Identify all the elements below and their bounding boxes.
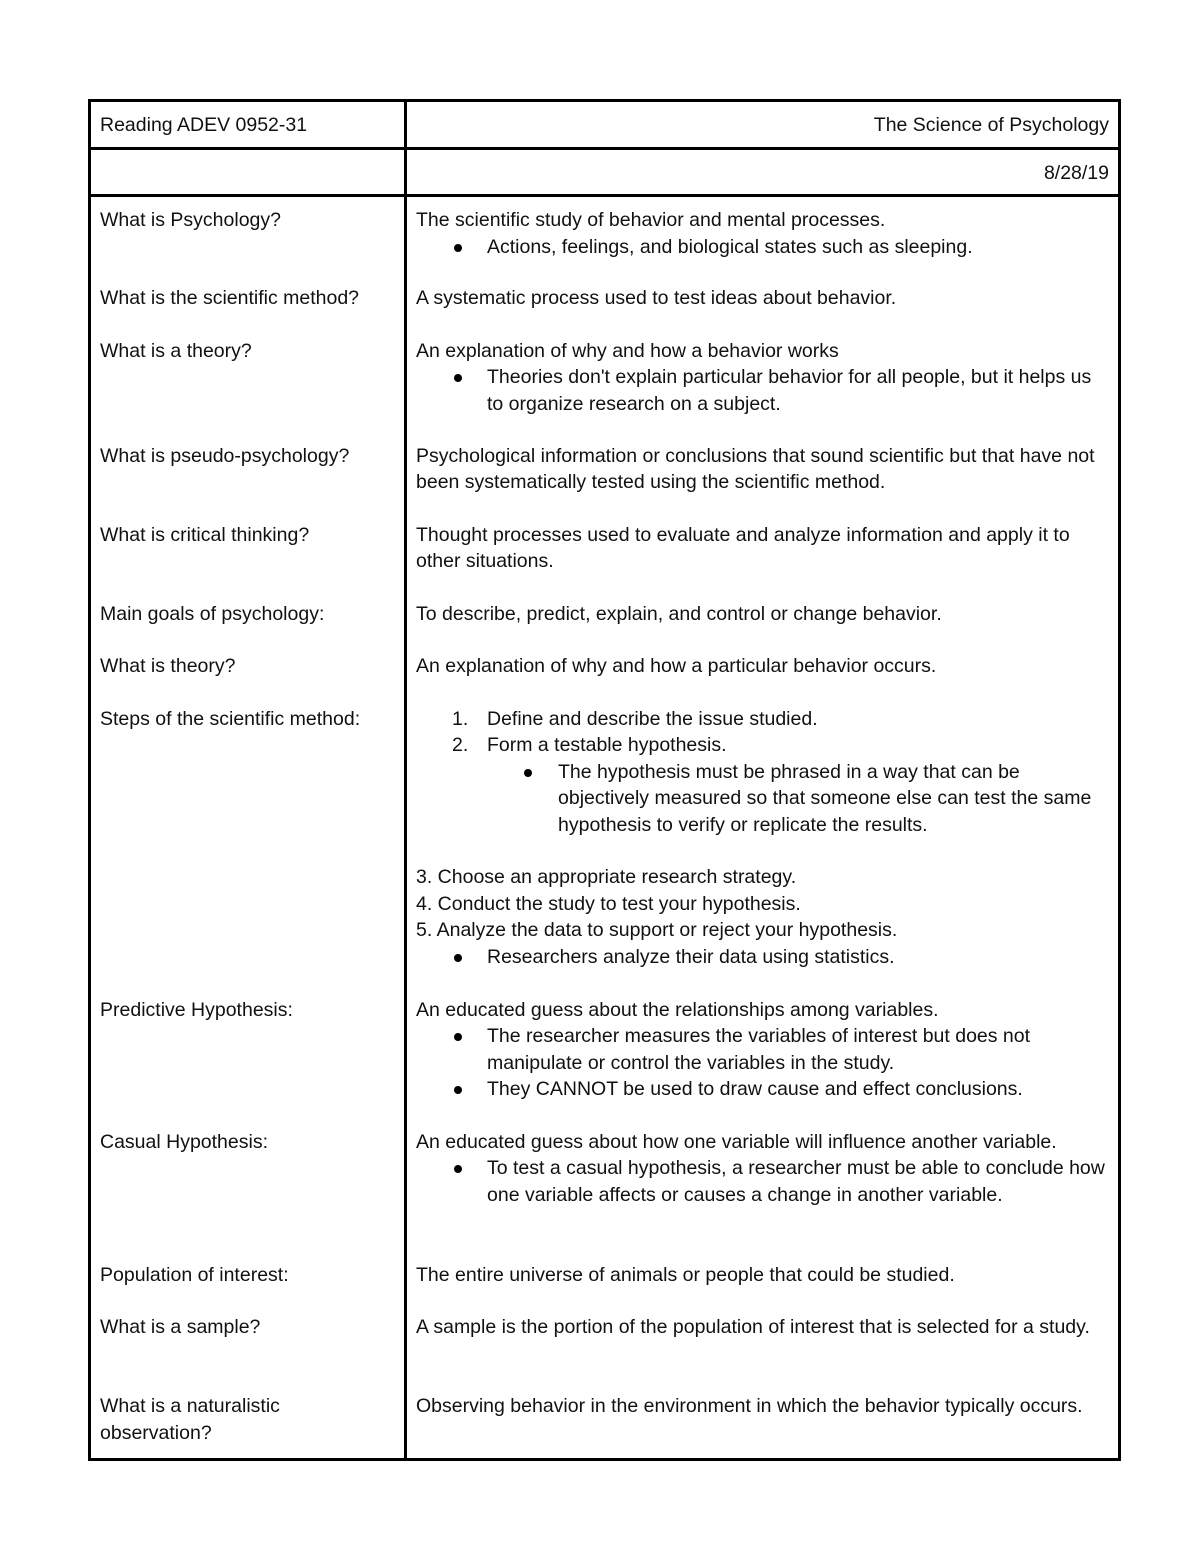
answer-theory xyxy=(416,338,1109,417)
answer-text: The scientific study of behavior and mental processes. xyxy=(416,209,886,231)
answer-steps xyxy=(416,706,1109,971)
question: What is critical thinking? xyxy=(100,523,310,546)
step-3: 3. Choose an appropriate research strategy. xyxy=(416,866,797,888)
question: Predictive Hypothesis: xyxy=(100,998,293,1021)
question: What is a sample? xyxy=(100,1316,261,1338)
answer-text: An explanation of why and how a behavior works xyxy=(416,339,839,362)
question: What is the scientific method? xyxy=(100,287,360,309)
question: What is a theory? xyxy=(100,339,252,362)
empty-cell xyxy=(90,148,406,196)
answers-column xyxy=(406,196,1120,1460)
bullet-item: The researcher measures the variables of interest but does not manipulate or control the variables in the study. xyxy=(416,1023,1109,1076)
answer-text: A systematic process used to test ideas about behavior. xyxy=(416,287,897,309)
topic-cell: The Science of Psychology xyxy=(406,101,1120,149)
bullet-item: Researchers analyze their data using statistics. xyxy=(416,944,1109,971)
question: What is pseudo-psychology? xyxy=(100,444,350,467)
answer-predictive xyxy=(416,997,1109,1103)
content-row xyxy=(90,196,1120,1460)
sub-bullet-item: The hypothesis must be phrased in a way that can be objectively measured so that someone else can test the same hypothesis to verify or replicate the results. xyxy=(416,759,1109,839)
course-cell: Reading ADEV 0952-31 xyxy=(90,101,406,149)
answer-casual xyxy=(416,1129,1109,1262)
answer-scientific-method xyxy=(416,285,1109,312)
header-row xyxy=(90,101,1120,149)
answer-naturalistic: Observing behavior in the environment in which the behavior typically occurs. xyxy=(416,1395,1083,1417)
answer-psychology xyxy=(416,207,1109,259)
bullet-item: To test a casual hypothesis, a researcher must be able to conclude how one variable affects or causes a change in another variable. xyxy=(416,1155,1109,1208)
question: What is Psychology? xyxy=(100,209,281,231)
bullet-item: They CANNOT be used to draw cause and effect conclusions. xyxy=(416,1076,1109,1103)
step-5: 5. Analyze the data to support or reject your hypothesis. xyxy=(416,919,898,941)
bullet-item: Actions, feelings, and biological states such as sleeping. xyxy=(416,234,1109,261)
bullet-item: Theories don't explain particular behavior for all people, but it helps us to organize research on a subject. xyxy=(416,364,1109,417)
question: Population of interest: xyxy=(100,1263,289,1286)
answer-text: An educated guess about the relationships among variables. xyxy=(416,998,939,1021)
date-row xyxy=(90,148,1120,196)
answer-text: An educated guess about how one variable will influence another variable. xyxy=(416,1130,1057,1153)
step-item: 1. Define and describe the issue studied. xyxy=(452,707,818,730)
answer-pseudo: Psychological information or conclusions that sound scientific but that have not been systematically tested using the scientific method. xyxy=(416,444,1095,493)
answer-goals: To describe, predict, explain, and control or change behavior. xyxy=(416,602,942,625)
question: What is a naturalistic observation? xyxy=(100,1395,280,1444)
answer-population: The entire universe of animals or people that could be studied. xyxy=(416,1263,955,1286)
answer-sample: A sample is the portion of the population of interest that is selected for a study. xyxy=(416,1316,1090,1338)
question: Main goals of psychology: xyxy=(100,602,325,625)
step-item: 2. Form a testable hypothesis. xyxy=(452,734,727,756)
question: What is theory? xyxy=(100,655,236,677)
steps-list xyxy=(416,706,1109,759)
step-4: 4. Conduct the study to test your hypothesis. xyxy=(416,892,801,915)
notes-table xyxy=(88,99,1121,1461)
date-cell: 8/28/19 xyxy=(406,148,1120,196)
answer-critical: Thought processes used to evaluate and analyze information and apply it to other situations. xyxy=(416,523,1070,572)
questions-column xyxy=(90,196,406,1460)
question: Casual Hypothesis: xyxy=(100,1130,268,1153)
notes-page xyxy=(88,99,1121,1461)
question: Steps of the scientific method: xyxy=(100,707,361,730)
answer-theory2: An explanation of why and how a particular behavior occurs. xyxy=(416,655,937,677)
